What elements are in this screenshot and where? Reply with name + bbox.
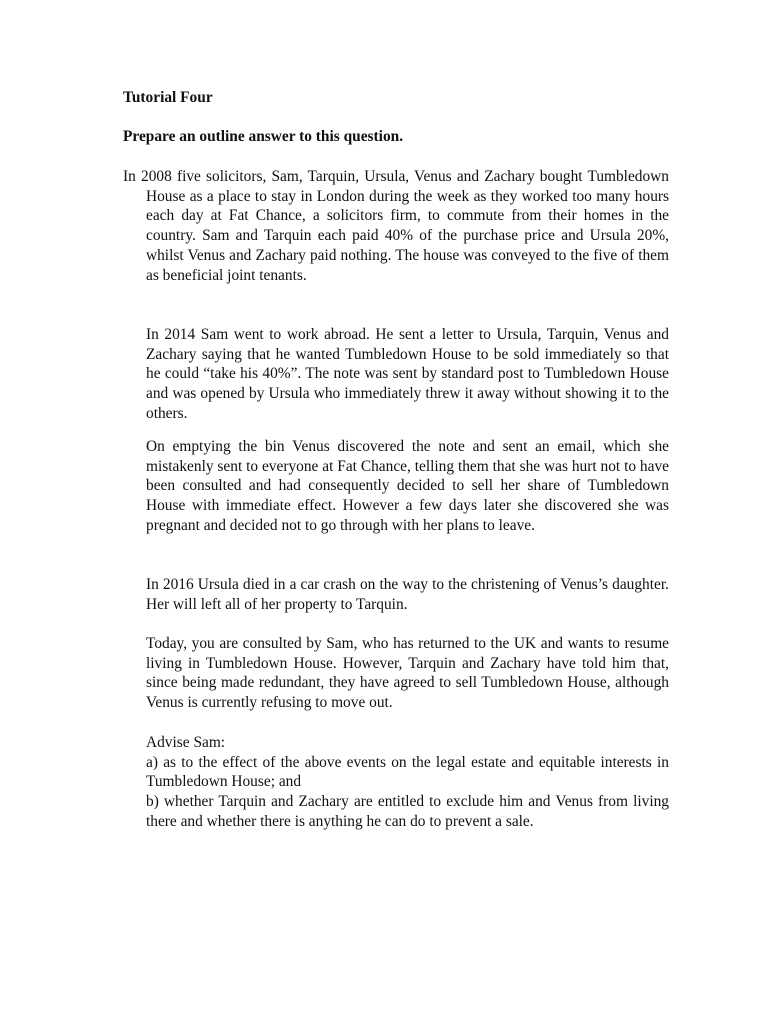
advise-item-a: a) as to the effect of the above events on the legal estate and equitable interests in Tumbledown House; and xyxy=(146,753,669,791)
paragraph-today: Today, you are consulted by Sam, who has returned to the UK and wants to resume living in Tumbledown House. However, Tarquin and Zachary have told him that, since being made redundant, they have agreed to sell Tumbledown House, although Venus is currently refusing to move out. xyxy=(146,635,669,712)
paragraph-facts-2016: In 2016 Ursula died in a car crash on the way to the christening of Venus’s daughter. Her will left all of her property to Tarquin. xyxy=(146,576,669,613)
paragraph-facts-2008: In 2008 five solicitors, Sam, Tarquin, Ursula, Venus and Zachary bought Tumbledown House as a place to stay in London during the week as they worked too many hours each day at Fat Chance, a solicitors firm, to commute from their homes in the country. Sam and Tarquin each paid 40% of the purchase price and Ursula 20%, whilst Venus and Zachary paid nothing. The house was conveyed to the five of them as beneficial joint tenants. xyxy=(123,168,669,284)
advise-heading: Advise Sam: xyxy=(146,734,226,751)
paragraph-venus-email: On emptying the bin Venus discovered the note and sent an email, which she mistakenly sent to everyone at Fat Chance, telling them that she was hurt not to have been consulted and had consequently decided to sell her share of Tumbledown House with immediate effect. However a few days later she discovered she was pregnant and decided not to go through with her plans to leave. xyxy=(146,438,669,534)
question-instruction: Prepare an outline answer to this question. xyxy=(123,128,404,145)
document-title: Tutorial Four xyxy=(123,89,213,106)
advise-section xyxy=(146,733,669,832)
advise-item-b: b) whether Tarquin and Zachary are entitled to exclude him and Venus from living there and whether there is anything he can do to prevent a sale. xyxy=(146,793,669,830)
paragraph-facts-2014: In 2014 Sam went to work abroad. He sent a letter to Ursula, Tarquin, Venus and Zachary saying that he wanted Tumbledown House to be sold immediately so that he could “take his 40%”. The note was sent by standard post to Tumbledown House and was opened by Ursula who immediately threw it away without showing it to the others. xyxy=(146,326,669,422)
